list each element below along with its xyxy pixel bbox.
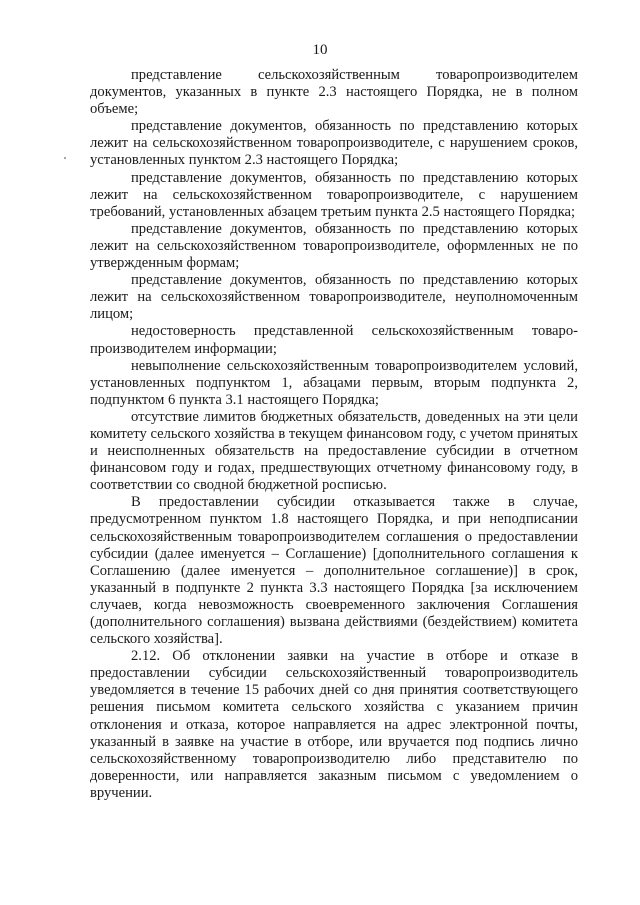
scan-mark	[64, 157, 66, 159]
paragraph-requirements-violation: представление документов, обязанность по представлению которых лежит на сельскохозяйственном товаропроизводителе, с нарушением требований, установленных абзацем третьим пункта 2.5 настоящего Порядка;	[90, 169, 578, 220]
paragraph-refusal-cases: В предоставлении субсидии отказывается также в случае, предусмотренном пунктом 1.8 настоящего Порядка, и при неподписании сельскохозяйственным товаропроизводителем соглашения о предоставлении субсидии (далее именуется – Соглашение) [дополнительного соглашения к Соглашению (далее именуется – дополнительное соглашение)] в срок, указанный в подпункте 2 пункта 3.3 настоящего Порядка [за исключением случаев, когда невозможность своевременного заключения Соглашения (дополнительного соглашения) вызвана действиями (бездействием) комитета сельского хозяйства].	[90, 494, 578, 648]
paragraph-unauthorized-person: представление документов, обязанность по представлению которых лежит на сельскохозяйственном товаропроизводителе, неуполномоченным лицом;	[90, 272, 578, 323]
page-number: 10	[312, 42, 328, 58]
paragraph-incomplete-documents: представление сельскохозяйственным товаропроизводителем документов, указанных в пункте 2.3 настоящего Порядка, не в полном объеме;	[90, 67, 578, 118]
paragraph-conditions-not-met: невыполнение сельскохозяйственным товаропроизводителем условий, установленных подпунктом 1, абзацами первым, вторым подпункта 2, подпунктом 6 пункта 3.1 настоящего Порядка;	[90, 357, 578, 408]
paragraph-clause-2-12: 2.12. Об отклонении заявки на участие в отборе и отказе в предоставлении субсидии сельскохозяйственный товаропроизводитель уведомляется в течение 15 рабочих дней со дня принятия соответствующего решения письмом комитета сельского хозяйства с указанием причин отклонения и отказа, которое направляется на адрес электронной почты, указанный в заявке на участие в отборе, или вручается под подпись лично сельскохозяйственному товаропроизводителю либо представителю по доверенности, или направляется заказным письмом с уведомлением о вручении.	[90, 648, 578, 801]
paragraph-deadline-violation: представление документов, обязанность по представлению которых лежит на сельскохозяйственном товаропроизводителе, с нарушением сроков, установленных пунктом 2.3 настоящего Порядка;	[90, 118, 578, 169]
paragraph-unreliable-information: недостоверность представленной сельскохозяйственным товаропроизводителем информации;	[90, 323, 578, 357]
paragraph-unapproved-forms: представление документов, обязанность по представлению которых лежит на сельскохозяйственном товаропроизводителе, оформленных не по утвержденным формам;	[90, 220, 578, 272]
document-body	[90, 67, 578, 802]
paragraph-budget-limits: отсутствие лимитов бюджетных обязательств, доведенных на эти цели комитету сельского хозяйства в текущем финансовом году, с учетом принятых и неисполненных обязательств на предоставление субсидии в отчетном финансовом году и годах, предшествующих отчетному финансовому году, в соответствии со сводной бюджетной росписью.	[90, 408, 578, 494]
